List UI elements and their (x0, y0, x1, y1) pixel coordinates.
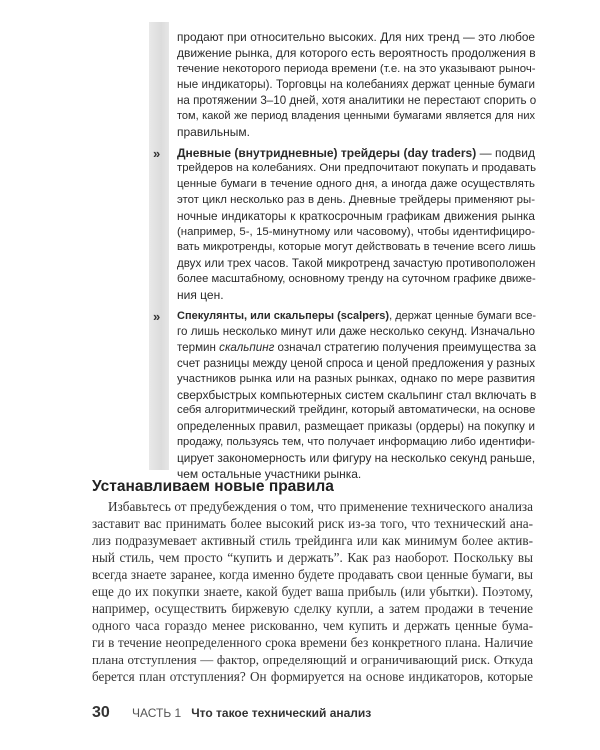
text-segment: означал стратегию получения преимущества за (274, 341, 537, 355)
text-line (177, 324, 535, 340)
list-item (153, 145, 537, 304)
text-segment: участников рынка или на разных рынках, однако по мере развития (177, 372, 535, 385)
bullet-marker-icon: » (153, 145, 161, 161)
text-segment: го лишь несколько минут или даже несколько секунд. Изначально (177, 325, 535, 339)
section-heading: Устанавливаем новые правила (92, 478, 334, 495)
text-line (177, 62, 535, 78)
text-line (177, 77, 535, 93)
page-number: 30 (92, 704, 110, 721)
text-segment: счет разницы между ценой спроса и ценой предложения у разных (177, 356, 535, 370)
text-line: заставит вас принимать более высокий риск из-за того, что технический ана- (92, 516, 533, 531)
text-segment: , держат ценные бумаги все- (389, 309, 537, 322)
text-line: плана отступления — фактор, определяющий и ограничивающий риск. Откуда (92, 652, 533, 667)
text-segment: чем остальные участники рынка. (177, 466, 362, 481)
text-line: Избавьтесь от предубеждения о том, что применение технического анализа (108, 499, 533, 514)
text-line: одного часа гораздо менее рискованно, чем купить и держать ценные бума- (92, 618, 533, 633)
text-line (177, 225, 535, 241)
text-segment: вать микротренды, которые могут действовать в течение всего лишь (177, 241, 536, 254)
text-segment: продают при относительно высоких. Для них тренд — это любое (177, 30, 535, 44)
text-line (177, 125, 535, 141)
text-line (177, 372, 535, 388)
text-line (177, 388, 535, 404)
text-line (177, 46, 535, 62)
chapter-title: Что такое технический анализ (191, 706, 372, 720)
text-line (177, 177, 535, 193)
text-line (177, 309, 535, 325)
text-segment: движение рынка, для которого есть вероятность продолжения в (177, 45, 536, 60)
bullet-list (153, 30, 537, 487)
text-line: ги в течение неопределенного срока времени без конкретного плана. Наличие (92, 635, 533, 650)
text-line (177, 272, 535, 288)
text-segment: ночные индикаторы к краткосрочным графикам движения рынка (177, 208, 535, 223)
body-paragraph (92, 498, 533, 685)
text-line (177, 340, 535, 356)
text-line: например, осуществить биржевую сделку купли, а затем продажи в течение (92, 601, 533, 616)
text-line (177, 356, 535, 372)
bold-term: Спекулянты, или скальперы (scalpers) (177, 309, 390, 322)
page-footer (92, 704, 371, 722)
text-segment: ные индикаторы). Торговцы на колебаниях держат ценные бумаги (177, 78, 535, 92)
text-segment: ния цен. (177, 287, 224, 302)
text-segment: том, какой же период владения ценными бумагами является для них (177, 109, 535, 122)
text-line (177, 93, 535, 109)
text-line (177, 209, 535, 225)
sidebar-shaded-band (149, 22, 169, 470)
text-line (177, 435, 535, 451)
text-segment: термин (177, 341, 220, 355)
text-line: ный стиль, чем просто “купить и держать”. Как раз наоборот. Поскольку вы (92, 550, 533, 565)
bold-term: Дневные (внутридневные) трейдеры (day traders) (177, 145, 477, 160)
text-segment: себя алгоритмический трейдинг, который автоматически, на основе (177, 404, 536, 417)
text-segment: цирует закономерность или фигуру на несколько секунд раньше, (177, 450, 536, 465)
text-segment: ценные бумаги в течение одного дня, а иногда даже осуществлять (177, 178, 535, 191)
text-segment: более масштабному, основному тренду на суточном графике движе- (177, 272, 536, 285)
text-line: берется план отступления? Он формируется на основе индикаторов, которые (92, 669, 533, 684)
text-line (177, 403, 535, 419)
text-line (177, 30, 535, 46)
text-segment: сверхбыстрых компьютерных систем скальпинг стал включать в (177, 387, 537, 402)
text-segment: (например, 5-, 15-минутному или часовому), чтобы идентифициро- (177, 225, 535, 238)
text-line: лиз подразумевает активный стиль трейдинга или как минимум более актив- (92, 533, 533, 548)
list-item (177, 30, 535, 141)
text-segment: двух или трех часов. Такой микротренд зачастую противоположен (177, 257, 536, 271)
text-line (177, 288, 535, 304)
italic-term: скальпинг (219, 341, 275, 355)
text-line (177, 419, 535, 435)
text-segment: правильным. (177, 124, 251, 139)
text-line (177, 256, 535, 272)
text-line: еще до их покупки знаете, какой будет ваша прибыль (или убытки). Поэтому, (92, 584, 533, 599)
text-line: всегда знаете заранее, когда именно будете продавать свои ценные бумаги, вы (92, 567, 533, 582)
text-line (177, 240, 535, 256)
text-line (177, 193, 535, 209)
bullet-marker-icon: » (153, 308, 161, 324)
text-segment: на протяжении 3–10 дней, хотя аналитики не перестают спорить о (177, 94, 537, 108)
text-line (177, 451, 535, 467)
text-segment: — подвид (476, 145, 535, 160)
text-line (177, 161, 535, 177)
text-segment: этот цикл несколько раз в день. Дневные трейдеры применяют ры- (177, 193, 535, 206)
text-segment: течение некоторого периода времени (т.е. на это указывают рыноч- (177, 62, 536, 75)
text-line (177, 109, 535, 125)
text-line (177, 146, 535, 162)
text-segment: продажу, пользуясь тем, что получает информацию либо идентифи- (177, 435, 535, 448)
list-item (153, 308, 537, 483)
text-segment: трейдеров на колебаниях. Они предпочитают покупать и продавать (177, 162, 537, 175)
text-segment: определенных правил, размещает приказы (ордеры) на покупку и (177, 420, 535, 434)
part-label: ЧАСТЬ 1 (132, 706, 182, 720)
